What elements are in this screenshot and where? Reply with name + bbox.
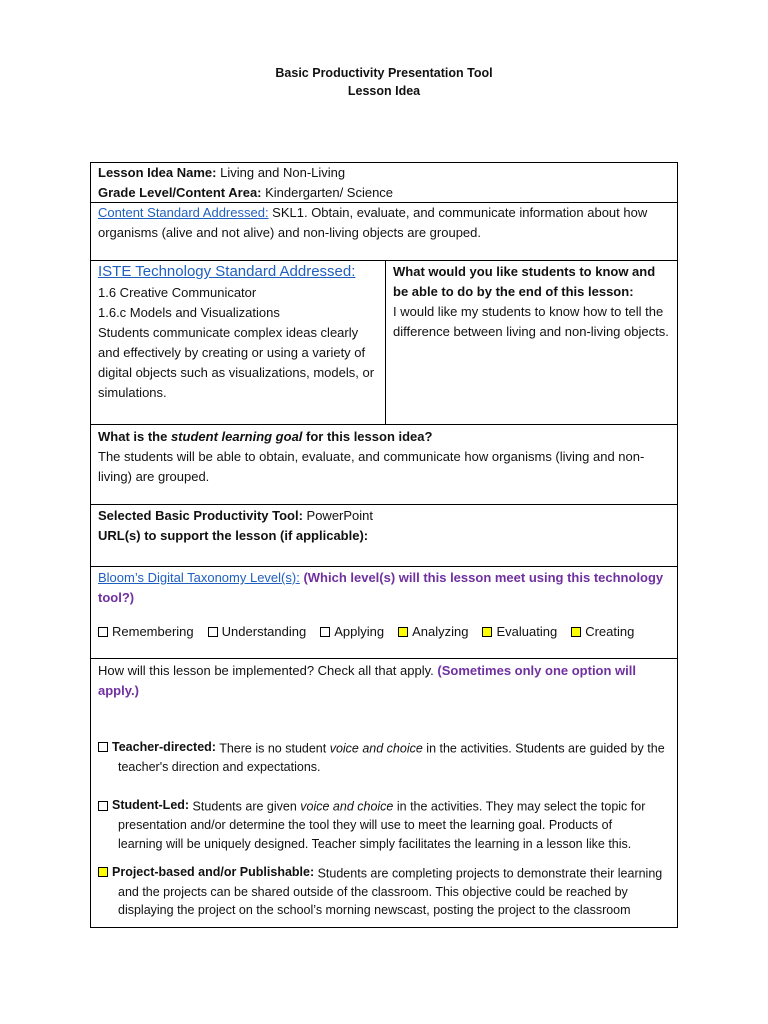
learning-goal-answer: The students will be able to obtain, evaluate, and communicate how organisms (living and non-living) are grouped. xyxy=(98,449,645,484)
know-answer: I would like my students to know how to tell the difference between living and non-living objects. xyxy=(393,304,669,339)
iste-description: Students communicate complex ideas clearly and effectively by creating or using a variety of digital objects such as visualizations, models, or simulations. xyxy=(98,325,375,400)
blooms-level-label: Remembering xyxy=(112,624,194,639)
blooms-level-label: Creating xyxy=(585,624,635,639)
student-t3: presentation and/or determine the tool they will use to meet the learning goal. Products of xyxy=(118,818,613,832)
tool-row xyxy=(91,505,677,567)
grade-level xyxy=(98,183,670,203)
project-t1: Students are completing projects to demonstrate their learning xyxy=(314,866,663,881)
url-label: URL(s) to support the lesson (if applicable): xyxy=(98,528,369,543)
project-based-option xyxy=(91,863,677,920)
blooms-level-evaluating[interactable] xyxy=(482,622,557,642)
student-led-option xyxy=(91,796,677,853)
teacher-directed-label: Teacher-directed: xyxy=(112,740,216,754)
grade-level-label: Grade Level/Content Area: xyxy=(98,185,262,200)
tool-value: PowerPoint xyxy=(302,508,374,523)
blooms-question: (Which level(s) will this lesson meet using this technology tool?) xyxy=(98,570,664,605)
teacher-t2: in the activities. Students are guided by the xyxy=(422,741,665,756)
blooms-level-remembering[interactable] xyxy=(98,622,194,642)
implementation-note: (Sometimes only one option will apply.) xyxy=(98,663,637,698)
student-t2: in the activities. They may select the topic for xyxy=(393,799,646,814)
iste-cell xyxy=(91,261,386,424)
blooms-level-label: Applying xyxy=(334,624,385,639)
selected-tool xyxy=(98,506,670,526)
goal-q-italic: student learning goal xyxy=(170,429,303,444)
blooms-level-label: Analyzing xyxy=(412,624,469,639)
checkbox-icon[interactable] xyxy=(320,627,330,637)
implementation-question: How will this lesson be implemented? Check all that apply. xyxy=(98,663,434,678)
blooms-level-creating[interactable] xyxy=(571,622,634,642)
goal-q-post: for this lesson idea? xyxy=(302,429,433,444)
lesson-name-row xyxy=(91,163,677,203)
blooms-row xyxy=(91,567,677,659)
student-t1: Students are given xyxy=(189,799,301,814)
checkbox-icon[interactable] xyxy=(398,627,408,637)
blooms-level-analyzing[interactable] xyxy=(398,622,468,642)
teacher-directed-checkbox[interactable] xyxy=(98,742,108,752)
learning-goal-question xyxy=(98,427,670,447)
project-based-label: Project-based and/or Publishable: xyxy=(112,865,315,879)
know-cell xyxy=(386,261,677,424)
teacher-directed-option xyxy=(91,738,677,776)
grade-level-value: Kindergarten/ Science xyxy=(261,185,394,200)
know-question: What would you like students to know and be able to do by the end of this lesson: xyxy=(393,264,656,299)
doc-subtitle: Lesson Idea xyxy=(347,84,421,98)
iste-row xyxy=(91,261,677,425)
tool-label: Selected Basic Productivity Tool: xyxy=(98,508,303,523)
lesson-name-value: Living and Non-Living xyxy=(216,165,346,180)
lesson-table xyxy=(90,162,678,928)
iste-line-1: 1.6 Creative Communicator xyxy=(98,285,257,300)
teacher-t3: teacher's direction and expectations. xyxy=(118,759,321,774)
blooms-level-label: Understanding xyxy=(221,624,307,639)
student-led-checkbox[interactable] xyxy=(98,801,108,811)
goal-q-pre: What is the xyxy=(98,429,171,444)
lesson-name-label: Lesson Idea Name: xyxy=(98,165,217,180)
student-led-label: Student-Led: xyxy=(112,798,190,813)
teacher-t1-italic: voice and choice xyxy=(329,741,423,756)
project-based-checkbox[interactable] xyxy=(98,867,108,877)
project-t2: and the projects can be shared outside of the classroom. This objective could be reached by xyxy=(118,884,628,899)
checkbox-icon[interactable] xyxy=(571,627,581,637)
learning-goal-row xyxy=(91,425,677,505)
student-t4: learning will be uniquely designed. Teacher simply facilitates the learning in a lesson like this. xyxy=(118,836,632,851)
doc-title: Basic Productivity Presentation Tool xyxy=(275,66,493,80)
checkbox-icon[interactable] xyxy=(98,627,108,637)
blooms-levels xyxy=(91,622,677,642)
checkbox-icon[interactable] xyxy=(482,627,492,637)
iste-standard-link[interactable]: ISTE Technology Standard Addressed: xyxy=(98,263,356,280)
content-standard-link[interactable]: Content Standard Addressed: xyxy=(98,205,269,220)
student-t1-italic: voice and choice xyxy=(300,799,394,814)
checkbox-icon[interactable] xyxy=(208,627,218,637)
content-standard-text: SKL1. Obtain, evaluate, and communicate information about how organisms (alive and not alive) and non-living objects are grouped. xyxy=(98,205,648,240)
content-standard-row xyxy=(91,203,677,261)
project-t3: displaying the project on the school’s morning newscast, posting the project to the classroom xyxy=(118,903,631,918)
blooms-link[interactable]: Bloom’s Digital Taxonomy Level(s): xyxy=(98,570,300,585)
teacher-t1: There is no student xyxy=(215,741,330,756)
iste-line-2: 1.6.c Models and Visualizations xyxy=(98,305,280,320)
lesson-name xyxy=(98,163,670,183)
blooms-level-label: Evaluating xyxy=(496,624,558,639)
blooms-level-understanding[interactable] xyxy=(208,622,307,642)
implementation-row xyxy=(91,659,677,927)
blooms-level-applying[interactable] xyxy=(320,622,384,642)
